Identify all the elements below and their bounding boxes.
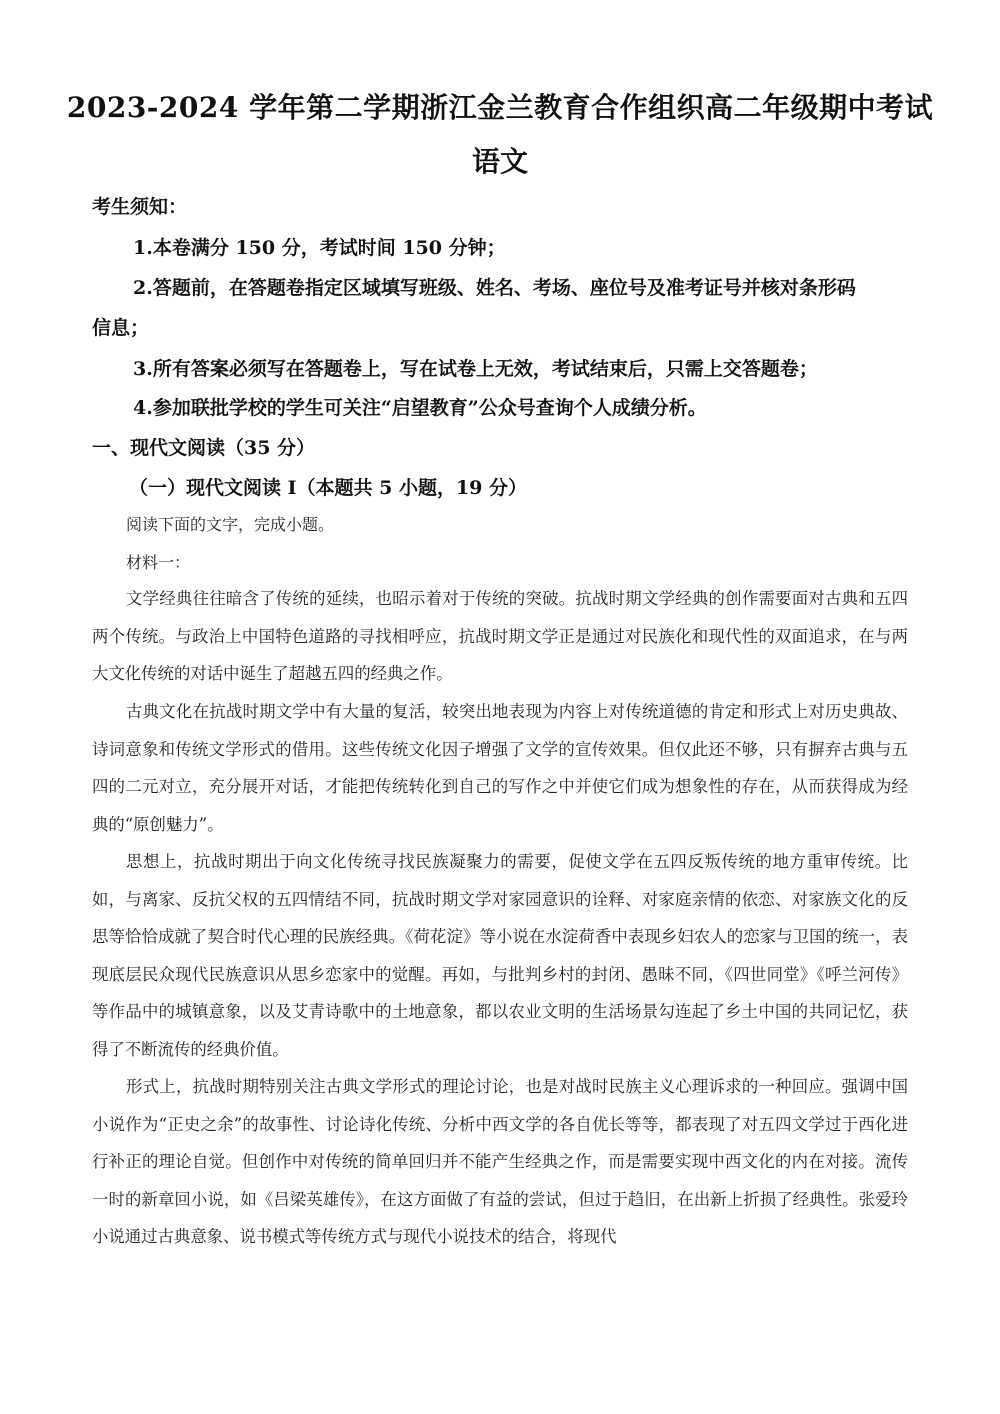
notice-item-2-continued: 信息； (92, 317, 150, 339)
paragraph-1: 文学经典往往暗含了传统的延续，也昭示着对于传统的突破。抗战时期文学经典的创作需要面对古典和五四两个传统。与政治上中国特色道路的寻找相呼应，抗战时期文学正是通过对民族化和现代性的双面追求，在与两大文化传统的对话中诞生了超越五四的经典之作。 (92, 589, 908, 683)
paragraph-4: 形式上，抗战时期特别关注古典文学形式的理论讨论，也是对战时民族主义心理诉求的一种回应。强调中国小说作为“正史之余”的故事性、讨论诗化传统、分析中西文学的各自优长等等，都表现了对五四文学过于西化进行补正的理论自觉。但创作中对传统的简单回归并不能产生经典之作，而是需要实现中西文化的内在对接。流传一时的新章回小说，如《吕梁英雄传》，在这方面做了有益的尝试，但过于趋旧，在出新上折损了经典性。张爱玲小说通过古典意象、说书模式等传统方式与现代小说技术的结合，将现代 (92, 1077, 908, 1246)
subsection-title: （一）现代文阅读 I（本题共 5 小题，19 分） (129, 477, 528, 499)
section-title: 一、现代文阅读（35 分） (92, 437, 316, 459)
notice-item-2: 2.答题前，在答题卷指定区域填写班级、姓名、考场、座位号及准考证号并核对条形码 (133, 277, 856, 299)
paragraph-2: 古典文化在抗战时期文学中有大量的复活，较突出地表现为内容上对传统道德的肯定和形式上对历史典故、诗词意象和传统文学形式的借用。这些传统文化因子增强了文学的宣传效果。但仅此还不够，只有摒弃古典与五四的二元对立，充分展开对话，才能把传统转化到自己的写作之中并使它们成为想象性的存在，从而获得成为经典的“原创魅力”。 (92, 702, 908, 834)
exam-title: 2023-2024 学年第二学期浙江金兰教育合作组织高二年级期中考试 (66, 91, 934, 124)
notice-heading: 考生须知： (92, 196, 188, 218)
reading-instruction: 阅读下面的文字，完成小题。 (126, 515, 335, 534)
subject-title: 语文 (471, 145, 528, 178)
notice-item-3: 3.所有答案必须写在答题卷上，写在试卷上无效，考试结束后，只需上交答题卷； (133, 358, 818, 380)
notice-item-1: 1.本卷满分 150 分，考试时间 150 分钟； (133, 237, 506, 259)
notice-item-4: 4.参加联批学校的学生可关注“启望教育”公众号查询个人成绩分析。 (133, 397, 707, 419)
paragraph-3: 思想上，抗战时期出于向文化传统寻找民族凝聚力的需要，促使文学在五四反叛传统的地方重审传统。比如，与离家、反抗父权的五四情结不同，抗战时期文学对家园意识的诠释、对家庭亲情的依恋、对家族文化的反思等恰恰成就了契合时代心理的民族经典。《荷花淀》等小说在水淀荷香中表现乡妇农人的恋家与卫国的统一，表现底层民众现代民族意识从思乡恋家中的觉醒。再如，与批判乡村的封闭、愚昧不同，《四世同堂》《呼兰河传》等作品中的城镇意象，以及艾青诗歌中的土地意象，都以农业文明的生活场景勾连起了乡土中国的共同记忆，获得了不断流传的经典价值。 (92, 852, 908, 1059)
material-label: 材料一： (126, 553, 191, 572)
